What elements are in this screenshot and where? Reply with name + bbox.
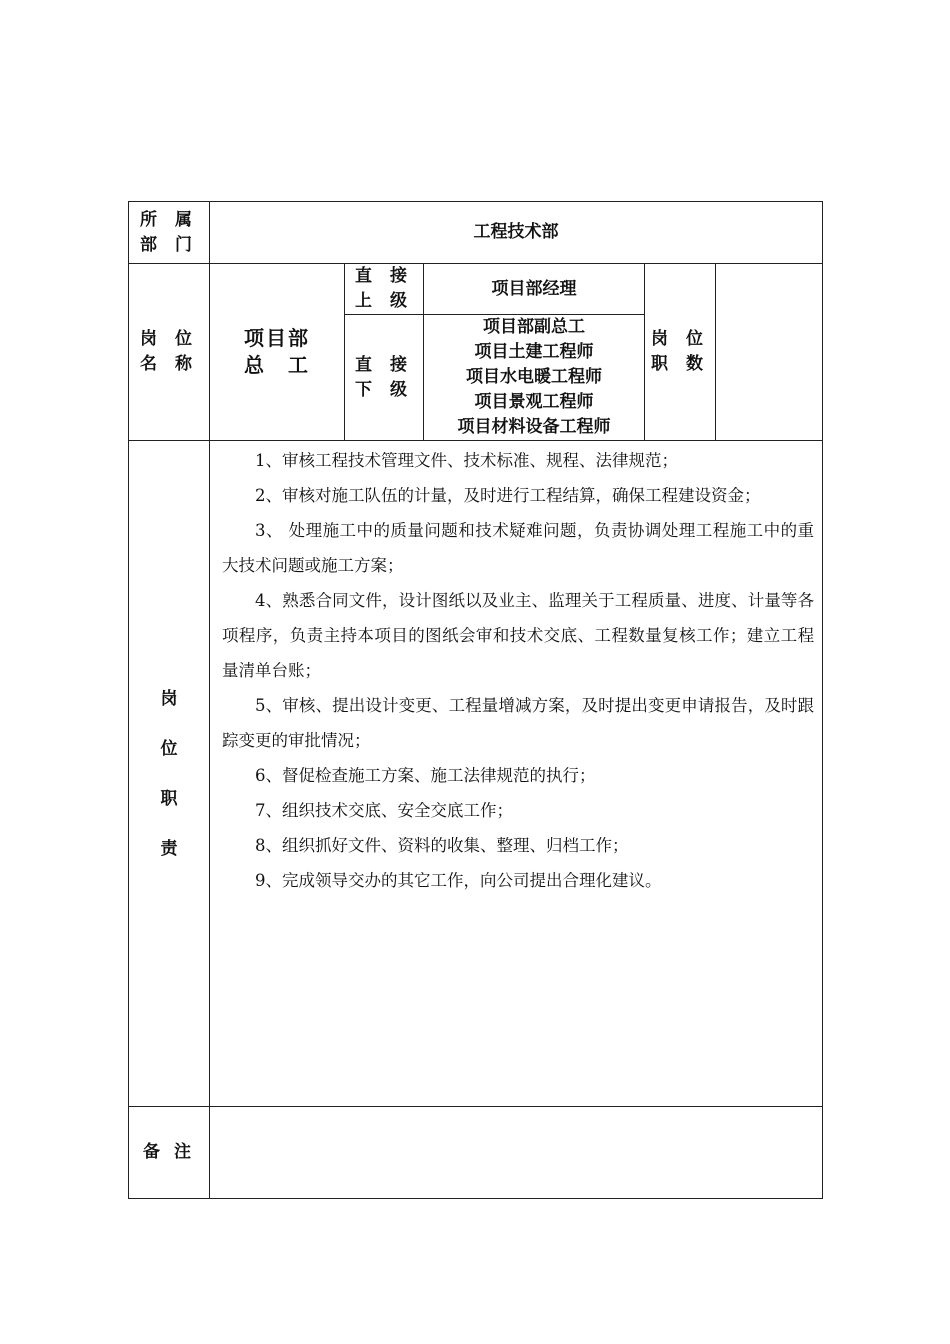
position-label: 岗 位 名 称 xyxy=(140,329,198,374)
subordinate-label: 直 接 下 级 xyxy=(355,354,413,400)
duties-content xyxy=(210,441,823,1107)
department-label-cell xyxy=(129,202,210,264)
subordinate-item: 项目材料设备工程师 xyxy=(457,417,611,437)
duty-item: 2、审核对施工队伍的计量，及时进行工程结算，确保工程建设资金； xyxy=(255,486,761,505)
superior-value: 项目部经理 xyxy=(424,264,645,315)
subordinate-list-cell xyxy=(424,315,645,441)
duty-item: 1、审核工程技术管理文件、技术标准、规程、法律规范； xyxy=(255,451,678,470)
headcount-label-cell xyxy=(645,264,716,441)
headcount-value xyxy=(716,264,823,441)
remarks-value xyxy=(210,1107,823,1199)
duties-label: 岗 位 职 责 xyxy=(160,688,178,859)
remarks-label: 备 注 xyxy=(129,1107,210,1199)
department-row xyxy=(129,202,823,264)
position-value-cell xyxy=(210,264,345,441)
position-label-cell xyxy=(129,264,210,441)
remarks-row xyxy=(129,1107,823,1199)
subordinate-item: 项目景观工程师 xyxy=(474,392,594,412)
duty-item: 9、完成领导交办的其它工作，向公司提出合理化建议。 xyxy=(255,871,662,890)
duties-label-cell xyxy=(129,441,210,1107)
headcount-label: 岗 位 职 数 xyxy=(651,329,709,374)
duty-item: 8、组织抓好文件、资料的收集、整理、归档工作； xyxy=(255,836,629,855)
subordinate-item: 项目水电暖工程师 xyxy=(466,367,602,387)
subordinate-list xyxy=(424,315,644,440)
duty-item: 6、督促检查施工方案、施工法律规范的执行； xyxy=(255,766,596,785)
superior-label-cell xyxy=(345,264,424,315)
job-description-table xyxy=(128,201,823,1199)
duty-item: 5、审核、提出设计变更、工程量增减方案，及时提出变更申请报告，及时跟踪变更的审批情况； xyxy=(222,696,815,750)
department-value: 工程技术部 xyxy=(210,202,823,264)
subordinate-item: 项目土建工程师 xyxy=(474,342,594,362)
position-value: 项目部 总 工 xyxy=(244,326,310,377)
superior-row xyxy=(129,264,823,315)
subordinate-label-cell xyxy=(345,315,424,441)
department-label: 所 属 部 门 xyxy=(140,209,198,255)
duty-item: 4、熟悉合同文件，设计图纸以及业主、监理关于工程质量、进度、计量等各项程序，负责主持本项目的图纸会审和技术交底、工程数量复核工作；建立工程量清单台账； xyxy=(222,591,815,680)
duty-item: 3、 处理施工中的质量问题和技术疑难问题，负责协调处理工程施工中的重大技术问题或施工方案； xyxy=(222,521,815,575)
duty-item: 7、组织技术交底、安全交底工作； xyxy=(255,801,513,820)
duties-row xyxy=(129,441,823,1107)
subordinate-item: 项目部副总工 xyxy=(483,317,585,337)
superior-label: 直 接 上 级 xyxy=(355,266,413,311)
